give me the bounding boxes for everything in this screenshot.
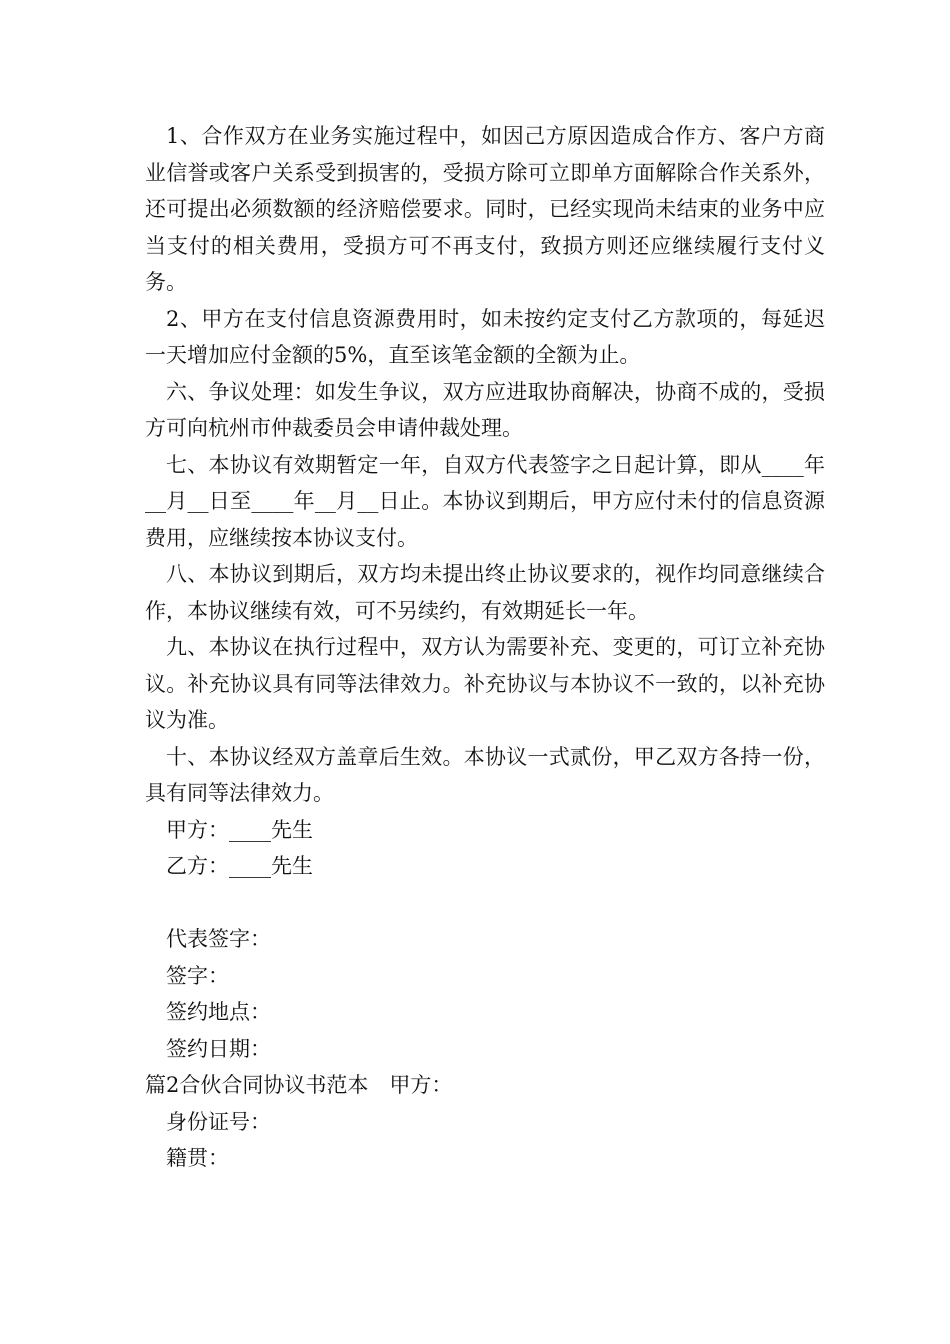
spacer [145, 885, 825, 922]
native-place-line: 籍贯： [166, 1146, 229, 1170]
section-8-renewal: 八、本协议到期后，双方均未提出终止协议要求的，视作均同意继续合作，本协议继续有效，可不另续约，有效期延长一年。 [145, 562, 825, 623]
signing-date-line: 签约日期： [166, 1036, 271, 1061]
section-9-amendment: 九、本协议在执行过程中，双方认为需要补充、变更的，可订立补充协议。补充协议具有同等法律效力。补充协议与本协议不一致的，以补充协议为准。 [145, 635, 825, 732]
clause-2-late-payment: 2、甲方在支付信息资源费用时，如未按约定支付乙方款项的，每延迟一天增加应付金额的5%，直至该笔金额的全额为止。 [145, 306, 825, 367]
section-6-dispute: 六、争议处理：如发生争议，双方应进取协商解决，协商不成的，受损方可向杭州市仲裁委员会申请仲裁处理。 [145, 379, 825, 440]
clause-1-compensation: 1、合作双方在业务实施过程中，如因己方原因造成合作方、客户方商业信誉或客户关系受到损害的，受损方除可立即单方面解除合作关系外，还可提出必须数额的经济赔偿要求。同时，已经实现尚未结束的业务中应当支付的相关费用，受损方可不再支付，致损方则还应继续履行支付义务。 [145, 124, 825, 294]
signature-line: 签字： [166, 963, 229, 988]
party-b-line: 乙方：____先生 [166, 854, 313, 878]
party-a-line: 甲方：____先生 [166, 817, 313, 842]
section-10-effect: 十、本协议经双方盖章后生效。本协议一式贰份，甲乙双方各持一份，具有同等法律效力。 [145, 744, 825, 805]
section-7-validity: 七、本协议有效期暂定一年，自双方代表签字之日起计算，即从____年__月__日至____年__月__日止。本协议到期后，甲方应付未付的信息资源费用，应继续按本协议支付。 [145, 452, 825, 550]
id-number-line: 身份证号： [166, 1109, 271, 1134]
representative-signature-line: 代表签字： [166, 927, 271, 951]
signing-place-line: 签约地点： [166, 1000, 271, 1024]
section-2-heading: 篇2合伙合同协议书范本 甲方： [145, 1073, 453, 1097]
document-body [145, 118, 825, 1177]
